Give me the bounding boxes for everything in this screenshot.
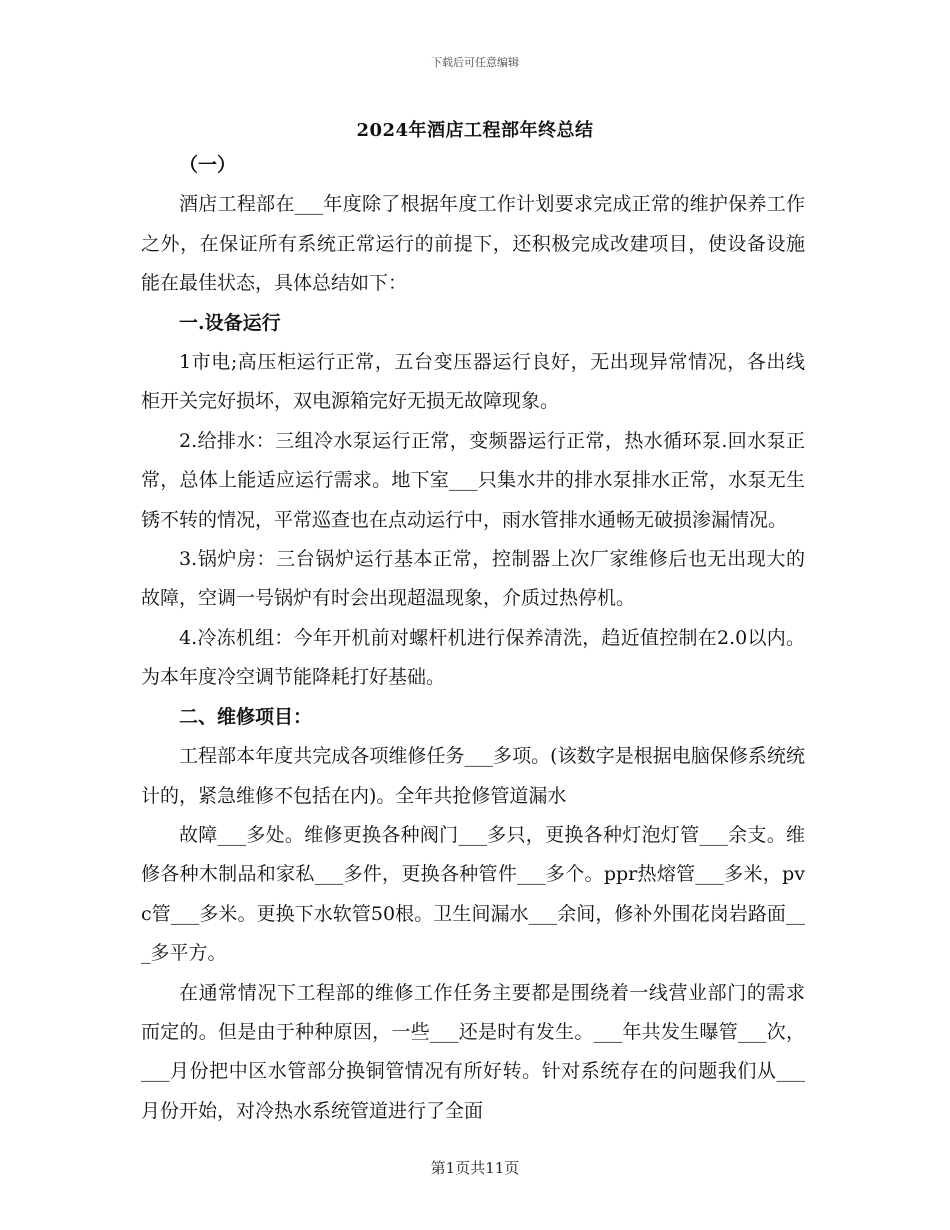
paragraph-water: 2.给排水：三组冷水泵运行正常，变频器运行正常，热水循环泵.回水泵正常，总体上能适应运行需求。地下室___只集水井的排水泵排水正常，水泵无生锈不转的情况，平常巡查也在点动运行中，雨水管排水通畅无破损渗漏情况。 (141, 429, 805, 531)
document-title: 2024年酒店工程部年终总结 (356, 120, 594, 141)
document-body (141, 146, 805, 1131)
header-note: 下载后可任意编辑 (431, 56, 519, 69)
paragraph-chiller: 4.冷冻机组：今年开机前对螺杆机进行保养清洗，趋近值控制在2.0以内。为本年度冷空调节能降耗打好基础。 (141, 626, 805, 689)
paragraph-maintenance-detail: 故障___多处。维修更换各种阀门___多只，更换各种灯泡灯管___余支。维修各种木制品和家私___多件，更换各种管件___多个。ppr热熔管___多米，pvc管___多米。更换下水软管50根。卫生间漏水___余间，修补外围花岗岩路面___多平方。 (141, 823, 805, 965)
page-number: 第1页共11页 (430, 1159, 520, 1177)
section-heading-equipment: 一.设备运行 (179, 311, 281, 334)
paragraph-power: 1市电;高压柜运行正常，五台变压器运行良好，无出现异常情况，各出线柜开关完好损坏，双电源箱完好无损无故障现象。 (141, 351, 805, 413)
intro-paragraph: 酒店工程部在___年度除了根据年度工作计划要求完成正常的维护保养工作之外，在保证所有系统正常运行的前提下，还积极完成改建项目，使设备设施能在最佳状态，具体总结如下： (141, 193, 805, 295)
section-heading-maintenance: 二、维修项目： (179, 705, 313, 728)
section-marker: （一） (179, 154, 237, 176)
paragraph-maintenance-context: 在通常情况下工程部的维修工作任务主要都是围绕着一线营业部门的需求而定的。但是由于种种原因，一些___还是时有发生。___年共发生曝管___次，___月份把中区水管部分换铜管情况有所好转。针对系统存在的问题我们从___月份开始，对冷热水系统管道进行了全面 (141, 981, 805, 1122)
paragraph-boiler: 3.锅炉房：三台锅炉运行基本正常，控制器上次厂家维修后也无出现大的故障，空调一号锅炉有时会出现超温现象，介质过热停机。 (141, 548, 805, 610)
paragraph-maintenance-count: 工程部本年度共完成各项维修任务___多项。(该数字是根据电脑保修系统统计的，紧急维修不包括在内)。全年共抢修管道漏水 (141, 745, 805, 807)
